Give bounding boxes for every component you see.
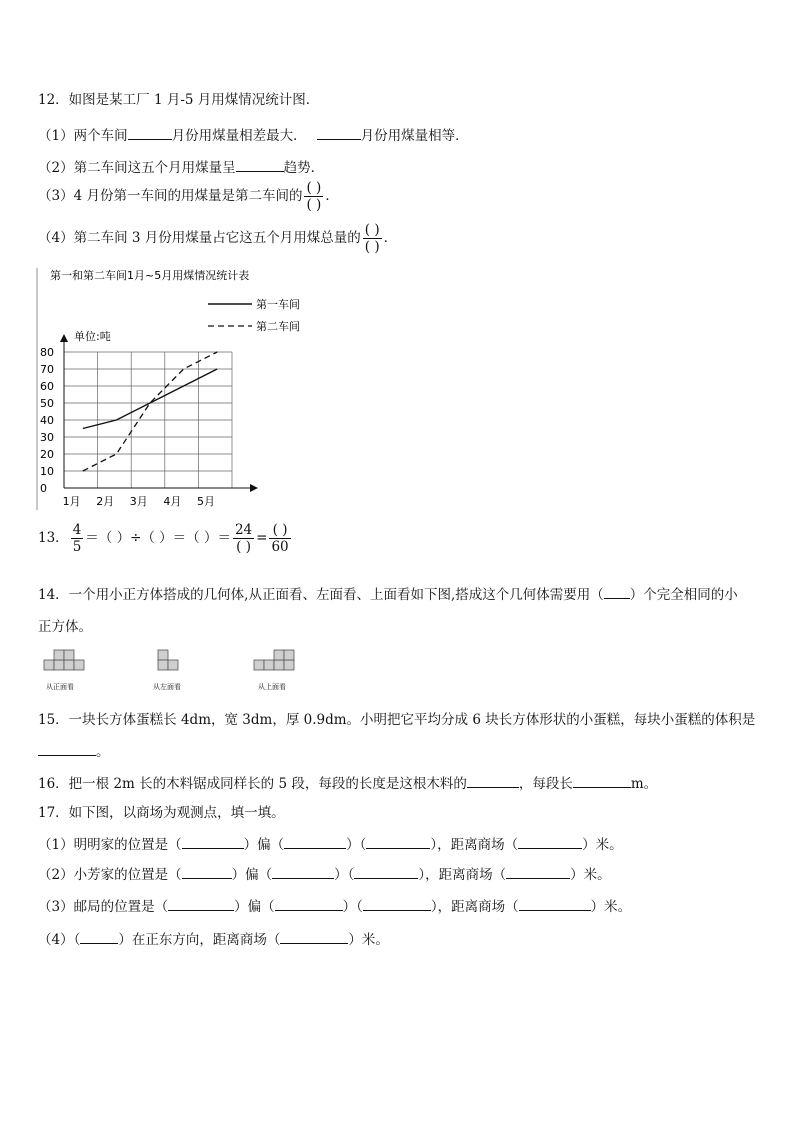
y-tick-label: 20 xyxy=(40,448,54,461)
q15-line1: 15．一块长方体蛋糕长 4dm，宽 3dm，厚 0.9dm。小明把它平均分成 6 块长方体形状的小蛋糕，每块小蛋糕的体积是 xyxy=(38,712,756,728)
x-tick-label: 4月 xyxy=(163,495,182,508)
q14-line2: 正方体。 xyxy=(38,619,92,635)
series-line-2 xyxy=(83,352,217,471)
q13-number: 13． xyxy=(38,530,69,546)
q13-middle[interactable]: ＝（ ）÷（ ）＝（ ）＝ xyxy=(85,530,231,546)
q15-end: 。 xyxy=(96,744,110,760)
q12-part4-period: ． xyxy=(383,230,398,246)
q17-part2 xyxy=(38,863,611,883)
q12-part3-text: （3）4 月份第一车间的用煤量是第二车间的 xyxy=(38,188,303,204)
q17-part3-blank-dir[interactable] xyxy=(275,896,343,911)
q17-part1-blank-distance[interactable] xyxy=(518,834,582,849)
q17-part1-blank-dir[interactable] xyxy=(284,834,346,849)
fraction-numerator: ( ) xyxy=(364,222,380,238)
q17-part2-lead: （2）小芳家的位置是（ xyxy=(38,867,182,883)
legend-series-1: 第一车间 xyxy=(256,298,300,311)
q17-part1-dist: ），距离商场（ xyxy=(430,837,519,853)
q17-part3-blank-place[interactable] xyxy=(168,896,234,911)
q17-part4-lead: （4）（ xyxy=(38,932,81,948)
q14-text-a: 14．一个用小正方体搭成的几何体,从正面看、左面看、上面看如下图,搭成这个几何体需要用（ xyxy=(38,587,604,603)
q17-title: 17．如下图，以商场为观测点，填一填。 xyxy=(38,805,285,821)
fraction-numerator: ( ) xyxy=(269,522,290,539)
x-tick-label: 2月 xyxy=(96,495,115,508)
top-view-caption: 从上面看 xyxy=(258,683,286,691)
chart-title: 第一和第二车间1月~5月用煤情况统计表 xyxy=(50,269,250,282)
q12-part1-lead: （1）两个车间 xyxy=(38,128,128,144)
x-tick-label: 1月 xyxy=(62,495,81,508)
chart-canvas xyxy=(36,266,308,511)
q12-part3 xyxy=(38,180,339,213)
fraction-numerator: 4 xyxy=(72,522,82,538)
q17-part3 xyxy=(38,895,631,915)
left-view-figure xyxy=(158,650,178,670)
legend-series-2: 第二车间 xyxy=(256,320,300,333)
q12-part1 xyxy=(38,124,469,144)
q17-part3-lead: （3）邮局的位置是（ xyxy=(38,899,169,915)
q14-views xyxy=(40,646,310,692)
q17-part1-mid: ）（ xyxy=(346,837,367,853)
q16-text-b: ，每段长 xyxy=(518,776,573,792)
front-view-figure xyxy=(44,650,84,670)
q17-part4-mid: ）在正东方向，距离商场（ xyxy=(118,932,281,948)
q12-part4-fraction[interactable] xyxy=(363,222,382,255)
q17-part1-pian: ）偏（ xyxy=(243,837,285,853)
q17-part4 xyxy=(38,928,389,948)
y-tick-label: 60 xyxy=(40,380,54,393)
q17-part1-blank-place[interactable] xyxy=(182,834,244,849)
fraction-numerator: 24 xyxy=(234,522,253,538)
y-tick-label: 40 xyxy=(40,414,54,427)
q12-part1-mid: 月份用煤量相差最大． xyxy=(171,128,307,144)
q17-part2-blank-place[interactable] xyxy=(182,864,232,879)
y-tick-label: 50 xyxy=(40,397,54,410)
q17-part2-blank-dir[interactable] xyxy=(272,864,334,879)
q17-part2-dist: ），距离商场（ xyxy=(418,867,507,883)
y-tick-label: 30 xyxy=(40,431,54,444)
x-tick-label: 5月 xyxy=(197,495,215,508)
q12-part4-text: （4）第二车间 3 月份用煤量占它这五个月用煤总量的 xyxy=(38,230,361,246)
fraction-denominator: ( ) xyxy=(306,197,322,213)
q17-part2-blank-angle[interactable] xyxy=(354,864,418,879)
fraction-numerator: ( ) xyxy=(306,180,322,196)
fraction-denominator: 60 xyxy=(271,539,289,555)
q15-line2 xyxy=(38,740,110,760)
q15-blank[interactable] xyxy=(38,741,96,756)
q16-text-c: m。 xyxy=(630,776,658,792)
q17-part4-blank-distance[interactable] xyxy=(280,929,348,944)
left-view-caption: 从左面看 xyxy=(153,683,181,691)
q17-part1-blank-angle[interactable] xyxy=(366,834,430,849)
q13-fraction-4-5 xyxy=(71,522,84,555)
fraction-denominator: ( ) xyxy=(236,539,251,555)
series-line-1 xyxy=(83,369,217,429)
q17-part4-end: ）米。 xyxy=(348,932,389,948)
q16-blank-a[interactable] xyxy=(467,773,519,788)
x-tick-label: 3月 xyxy=(129,495,148,508)
q17-part3-blank-distance[interactable] xyxy=(519,896,591,911)
q13 xyxy=(38,522,293,555)
q12-part2 xyxy=(38,156,324,176)
q12-part2-end: 趋势． xyxy=(283,160,325,176)
front-view-caption: 从正面看 xyxy=(46,683,74,691)
y-tick-label: 70 xyxy=(40,363,54,376)
q14-blank[interactable] xyxy=(604,584,630,599)
q14-line1 xyxy=(38,583,738,603)
y-tick-label: 80 xyxy=(40,346,54,359)
q12-part3-fraction[interactable] xyxy=(304,180,323,213)
chart-plot-area xyxy=(40,334,258,508)
q17-part3-blank-angle[interactable] xyxy=(363,896,431,911)
q13-fraction-24[interactable] xyxy=(233,522,254,555)
q17-part3-pian: ）偏（ xyxy=(234,899,275,915)
q12-title: 12．如图是某工厂 1 月-5 月用煤情况统计图． xyxy=(38,92,320,108)
q17-part2-blank-distance[interactable] xyxy=(506,864,570,879)
q17-part1-end: ）米。 xyxy=(582,837,623,853)
chart-unit-label: 单位:吨 xyxy=(74,330,111,343)
top-view-figure xyxy=(254,650,294,670)
q17-part2-end: ）米。 xyxy=(570,867,611,883)
q17-part1-lead: （1）明明家的位置是（ xyxy=(38,837,182,853)
y-tick-label: 10 xyxy=(40,465,54,478)
q17-part2-mid: ）（ xyxy=(334,867,355,883)
q17-part3-end: ）米。 xyxy=(590,899,632,915)
q16-blank-b[interactable] xyxy=(573,773,631,788)
fraction-denominator: 5 xyxy=(72,539,82,555)
q13-fraction-60[interactable] xyxy=(269,522,290,555)
q17-part1 xyxy=(38,833,623,853)
q14-text-b: ）个完全相同的小 xyxy=(629,587,738,603)
q12-part2-blank[interactable] xyxy=(236,157,284,172)
x-axis-arrow xyxy=(250,484,258,492)
q12-part2-lead: （2）第二车间这五个月用煤量呈 xyxy=(38,160,236,176)
y-tick-label: 0 xyxy=(40,482,47,495)
q17-part2-pian: ）偏（ xyxy=(231,867,273,883)
q17-part3-dist: ），距离商场（ xyxy=(430,899,519,915)
q12-part1-end: 月份用煤量相等． xyxy=(360,128,469,144)
y-axis-arrow xyxy=(60,334,68,342)
q17-part3-mid: ）（ xyxy=(342,899,363,915)
fraction-denominator: ( ) xyxy=(364,239,380,255)
q13-equals: = xyxy=(256,530,268,546)
q17-part4-blank-place[interactable] xyxy=(80,929,118,944)
q12-part3-period: ． xyxy=(325,188,339,204)
coal-usage-chart xyxy=(36,266,308,511)
view-figures xyxy=(40,646,310,680)
q16 xyxy=(38,772,657,792)
q16-text-a: 16．把一根 2m 长的木料锯成同样长的 5 段，每段的长度是这根木料的 xyxy=(38,776,467,792)
q12-part1-blank-a[interactable] xyxy=(128,125,172,140)
q12-part4 xyxy=(38,222,397,255)
q12-part1-blank-b[interactable] xyxy=(317,125,361,140)
